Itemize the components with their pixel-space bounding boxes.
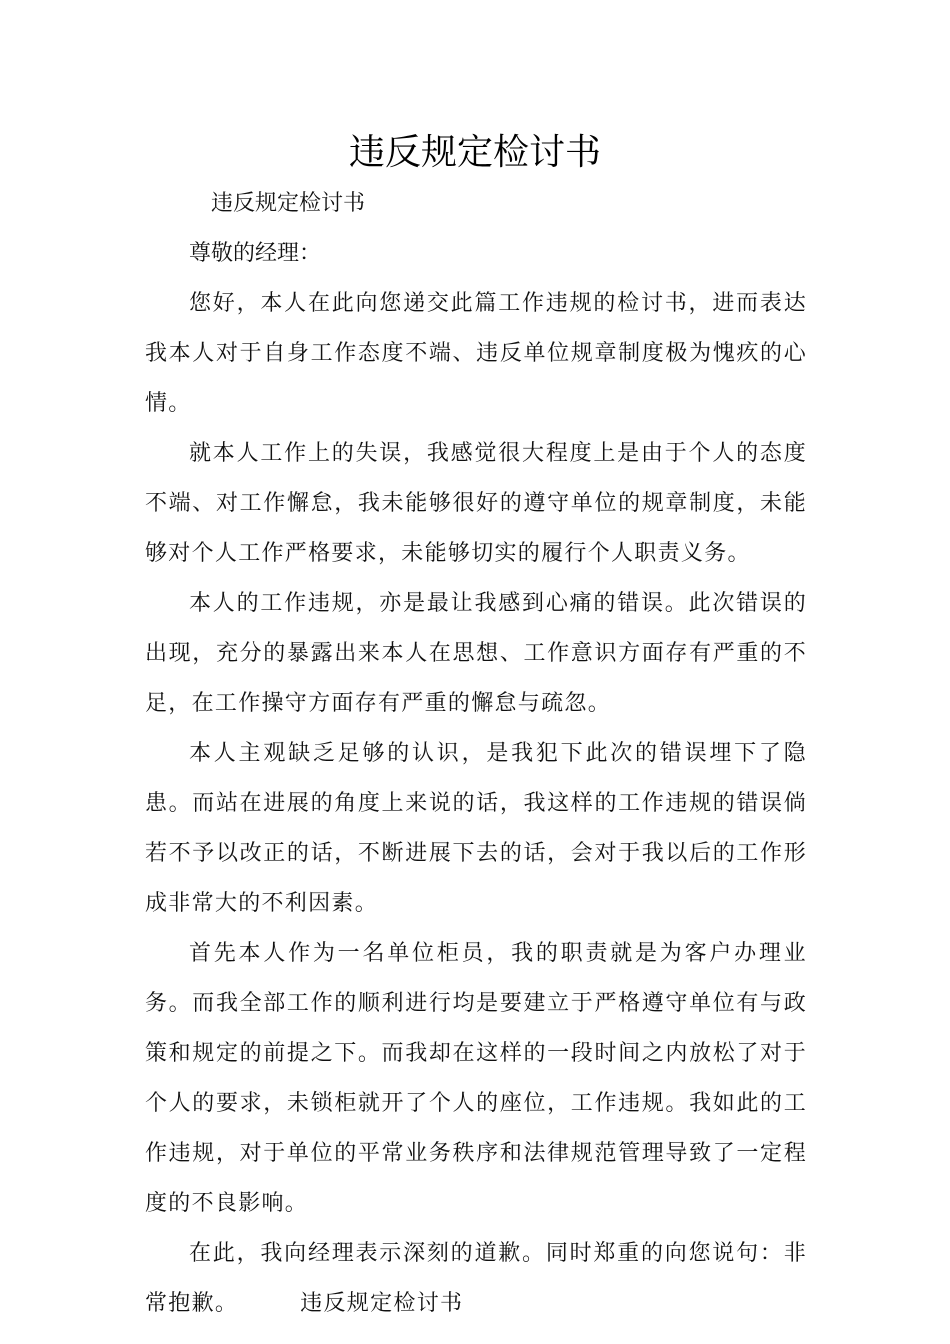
closing-text: 在此，我向经理表示深刻的道歉。同时郑重的向您说句：非常抱歉。	[145, 1241, 807, 1316]
paragraph-4: 本人主观缺乏足够的认识，是我犯下此次的错误埋下了隐患。而站在进展的角度上来说的话，我这样的工作违规的错误倘若不予以改正的话，不断进展下去的话，会对于我以后的工作形成非常大的不利因素。	[145, 741, 807, 916]
closing-paragraph	[145, 1229, 807, 1329]
footer-title: 违反规定检讨书	[300, 1291, 464, 1316]
paragraph-3: 本人的工作违规，亦是最让我感到心痛的错误。此次错误的出现，充分的暴露出来本人在思想、工作意识方面存有严重的不足，在工作操守方面存有严重的懈怠与疏忽。	[145, 591, 807, 716]
document-body	[145, 179, 807, 1329]
document-subtitle: 违反规定检讨书	[211, 191, 366, 216]
document-title: 违反规定检讨书	[348, 132, 601, 173]
paragraph-1: 您好，本人在此向您递交此篇工作违规的检讨书，进而表达我本人对于自身工作态度不端、违反单位规章制度极为愧疚的心情。	[145, 291, 807, 416]
paragraph-2: 就本人工作上的失误，我感觉很大程度上是由于个人的态度不端、对工作懈怠，我未能够很好的遵守单位的规章制度，未能够对个人工作严格要求，未能够切实的履行个人职责义务。	[145, 441, 807, 566]
salutation: 尊敬的经理：	[189, 241, 322, 266]
paragraph-5: 首先本人作为一名单位柜员，我的职责就是为客户办理业务。而我全部工作的顺利进行均是要建立于严格遵守单位有与政策和规定的前提之下。而我却在这样的一段时间之内放松了对于个人的要求，未锁柜就开了个人的座位，工作违规。我如此的工作违规，对于单位的平常业务秩序和法律规范管理导致了一定程度的不良影响。	[145, 941, 807, 1216]
